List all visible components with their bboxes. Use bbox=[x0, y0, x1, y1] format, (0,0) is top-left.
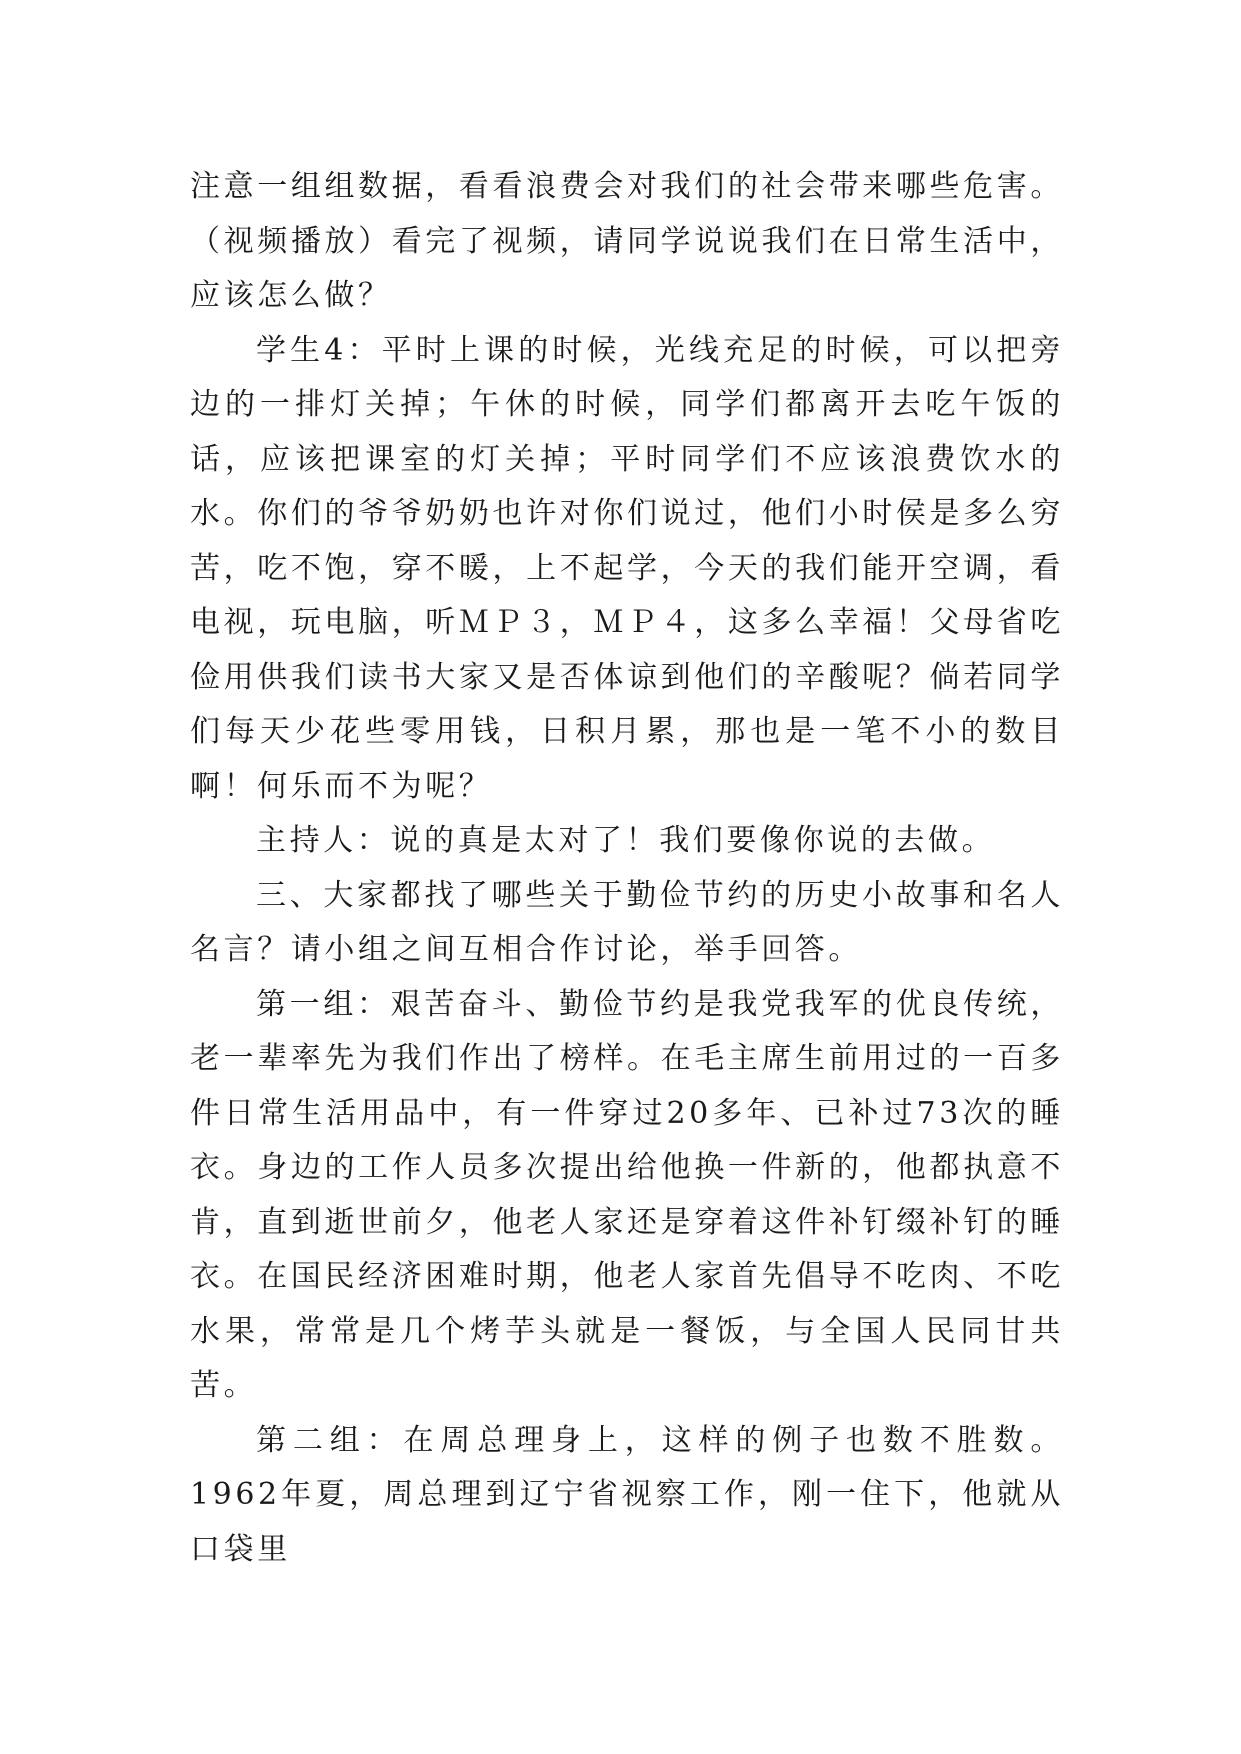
paragraph-section-three: 三、大家都找了哪些关于勤俭节约的历史小故事和名人名言？请小组之间互相合作讨论，举手回答。 bbox=[190, 877, 1064, 967]
paragraph-group-two: 第二组：在周总理身上，这样的例子也数不胜数。1962年夏，周总理到辽宁省视察工作，刚一住下，他就从口袋里 bbox=[190, 1422, 1064, 1567]
paragraph-intro: 注意一组组数据，看看浪费会对我们的社会带来哪些危害。（视频播放）看完了视频，请同学说说我们在日常生活中，应该怎么做？ bbox=[190, 169, 1064, 313]
document-body bbox=[190, 160, 1064, 1577]
paragraph-host: 主持人：说的真是太对了！我们要像你说的去做。 bbox=[256, 823, 996, 858]
paragraph-group-one: 第一组：艰苦奋斗、勤俭节约是我党我军的优良传统，老一辈率先为我们作出了榜样。在毛主席生前用过的一百多件日常生活用品中，有一件穿过20多年、已补过73次的睡衣。身边的工作人员多次提出给他换一件新的，他都执意不肯，直到逝世前夕，他老人家还是穿着这件补钉缀补钉的睡衣。在国民经济困难时期，他老人家首先倡导不吃肉、不吃水果，常常是几个烤芋头就是一餐饭，与全国人民同甘共苦。 bbox=[190, 986, 1064, 1403]
paragraph-student4: 学生4：平时上课的时候，光线充足的时候，可以把旁边的一排灯关掉；午休的时候，同学们都离开去吃午饭的话，应该把课室的灯关掉；平时同学们不应该浪费饮水的水。你们的爷爷奶奶也许对你们说过，他们小时侯是多么穷苦，吃不饱，穿不暖，上不起学，今天的我们能开空调，看电视，玩电脑，听ＭＰ３，ＭＰ４，这多么幸福！父母省吃俭用供我们读书大家又是否体谅到他们的辛酸呢？倘若同学们每天少花些零用钱，日积月累，那也是一笔不小的数目啊！何乐而不为呢？ bbox=[190, 332, 1064, 804]
